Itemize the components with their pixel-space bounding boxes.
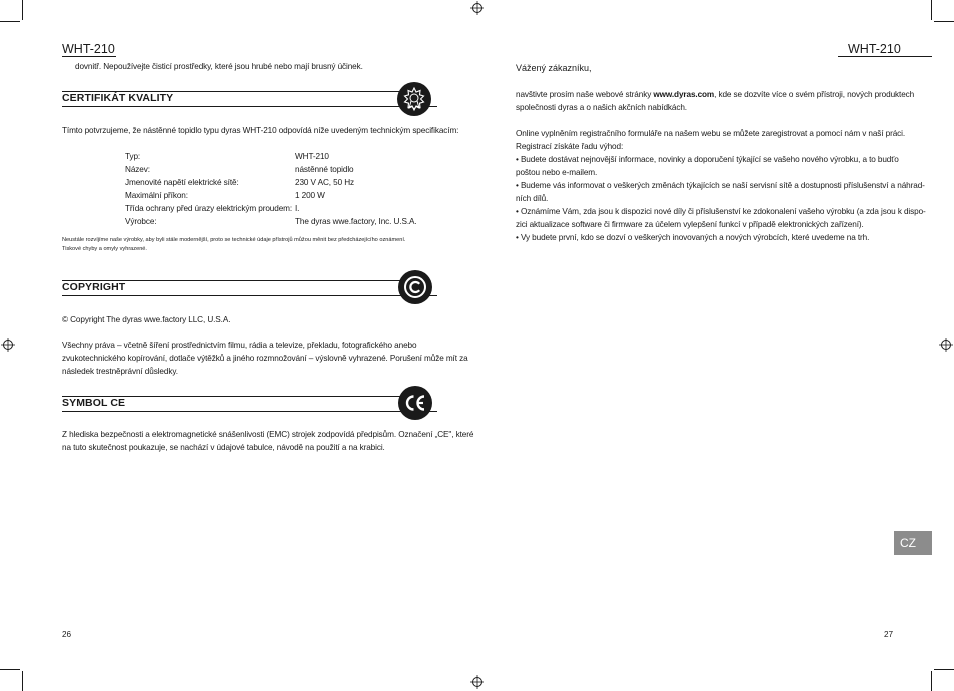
section-title: SYMBOL CE [62,397,126,409]
top-fragment-text: dovnitř. Nepoužívejte čisticí prostředky, které jsou hrubé nebo mají brusný účinek. [75,62,363,71]
language-tab: CZ [894,531,932,555]
registration-mark-icon [1,338,15,352]
copyright-icon [398,270,432,304]
copyright-paragraph: Všechny práva – včetně šíření prostřednictvím filmu, rádia a televize, překladu, fotografického anebo [62,341,417,350]
spec-label: Typ: [125,152,141,161]
spec-value: The dyras wwe.factory, Inc. U.S.A. [295,217,417,226]
section-rule [62,411,437,412]
spec-value: 1 200 W [295,191,325,200]
ce-mark-icon [398,386,432,420]
copyright-paragraph: zvukotechnického kopírování, dotlače výtěžků a jiného rozmnožování – výslovně vyhrazené. Porušení může mít za [62,354,468,363]
model-label: WHT-210 [62,42,115,56]
registration-mark-icon [939,338,953,352]
bullet-line: • Budete dostávat nejnovější informace, novinky a doporučení týkající se vašeho nového výrobku, a to budťo [516,155,899,164]
spec-label: Jmenovité napětí elektrické sítě: [125,178,239,187]
website-link[interactable]: www.dyras.com [653,90,715,99]
section-rule [62,295,437,296]
crop-mark [0,21,20,22]
bullet-line: • Oznámíme Vám, zda jsou k dispozici nové díly či příslušenství ke zdokonalení vašeho výrobku (a zda jsou k dispo- [516,207,926,216]
spec-table [125,150,425,230]
spec-value: 230 V AC, 50 Hz [295,178,355,187]
spec-label: Název: [125,165,150,174]
crop-mark [22,0,23,20]
ce-paragraph: na tuto skutečnost poukazuje, se nachází v údajové tabulce, návodě na použití a na krabici. [62,443,385,452]
body-line [516,88,914,101]
crop-mark [934,21,954,22]
bullet-line: ních dílů. [516,194,549,203]
spec-label: Výrobce: [125,217,157,226]
section-title: COPYRIGHT [62,281,126,293]
crop-mark [934,669,954,670]
registration-mark-icon [470,675,484,689]
bullet-line: • Budeme vás informovat o veškerých změnách týkajících se naší servisní sítě a dostupnosti příslušenství a náhrad- [516,181,925,190]
body-line: Online vyplněním registračního formuláře na našem webu se můžete zaregistrovat a pomocí nám v naší práci. [516,129,906,138]
spec-value: WHT-210 [295,152,329,161]
page-number: 26 [62,630,71,639]
cert-note: Neustále rozvíjíme naše výrobky, aby byli stále modernější, proto se technické údaje přístrojů můžou měnit bez předcházejícího oznámení. [62,237,406,243]
crop-mark [22,671,23,691]
greeting: Vážený zákazníku, [516,63,592,73]
bullet-line: zici aktualizace software či firmware za účelem vylepšení funkcí v případě elektronických zařízení). [516,220,864,229]
body-line: společnosti dyras a o našich akčních nabídkách. [516,103,687,112]
quality-badge-icon [397,82,431,116]
cert-note: Tiskové chyby a omyly vyhrazené. [62,246,147,252]
crop-mark [931,671,932,691]
body-text: navštivte prosím naše webové stránky [516,90,654,99]
crop-mark [931,0,932,20]
cert-intro: Tímto potvrzujeme, že nástěnné topidlo typu dyras WHT-210 odpovídá níže uvedeným technickým specifikacím: [62,126,459,135]
spec-label: Třída ochrany před úrazy elektrickým proudem: [125,204,293,213]
bullet-line: poštou nebo e-mailem. [516,168,598,177]
copyright-paragraph: následek trestněprávní důsledky. [62,367,178,376]
body-line: Registrací získáte řadu výhod: [516,142,624,151]
page-number: 27 [884,630,893,639]
copyright-line: © Copyright The dyras wwe.factory LLC, U.S.A. [62,315,231,324]
model-label: WHT-210 [848,42,901,56]
bullet-line: • Vy budete první, kdo se dozví o veškerých inovovaných a nových výrobcích, které uvedeme na trh. [516,233,870,242]
crop-mark [0,669,20,670]
spec-value: nástěnné topidlo [295,165,354,174]
body-text: , kde se dozvíte více o svém přístroji, nových produktech [714,90,915,99]
header-rule [62,56,116,57]
registration-mark-icon [470,1,484,15]
section-rule [62,106,437,107]
header-rule [838,56,932,57]
spec-value: I. [295,204,300,213]
spec-label: Maximální příkon: [125,191,188,200]
ce-paragraph: Z hlediska bezpečnosti a elektromagnetické snášenlivosti (EMC) strojek zodpovídá předpisům. Označení „CE", které [62,430,474,439]
section-title: CERTIFIKÁT KVALITY [62,92,174,104]
